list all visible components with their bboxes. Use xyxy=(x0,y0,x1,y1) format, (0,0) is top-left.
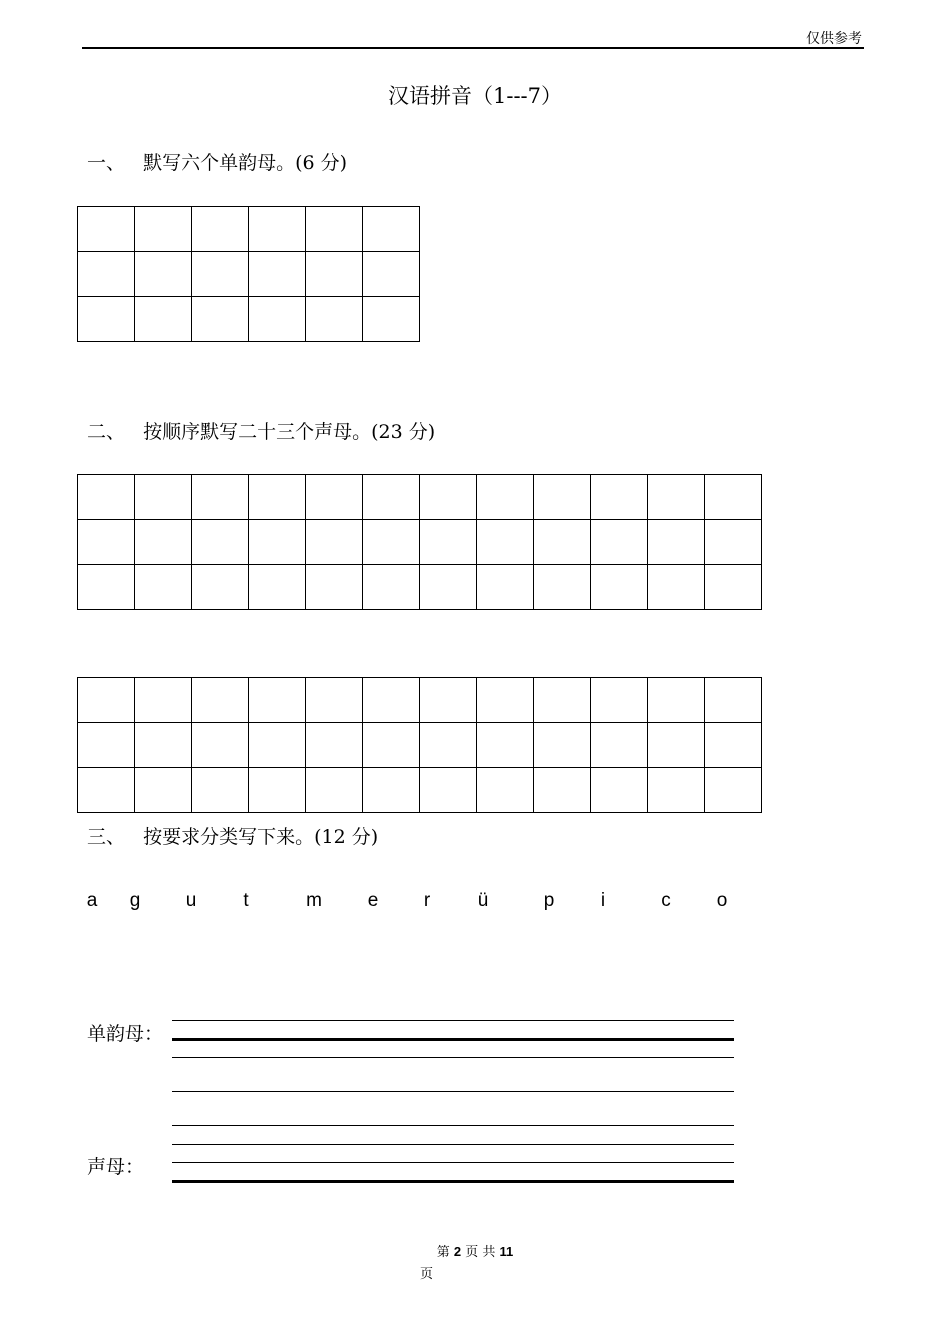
initials-grid-1-row xyxy=(78,565,762,610)
vowel-grid-cell xyxy=(249,207,306,252)
initials-grid-2-cell xyxy=(705,678,762,723)
initials-grid-2-cell xyxy=(705,723,762,768)
initials-writing-grid-2 xyxy=(77,677,762,813)
letter-e: e xyxy=(367,890,379,911)
initials-grid-1-cell xyxy=(591,565,648,610)
initials-grid-1-cell xyxy=(135,475,192,520)
initials-grid-1-cell xyxy=(705,475,762,520)
initials-grid-2-cell xyxy=(591,723,648,768)
initials-answer-line-1 xyxy=(172,1144,734,1145)
initials-grid-1-cell xyxy=(534,520,591,565)
vowels-answer-line-3 xyxy=(172,1057,734,1058)
initials-grid-1-cell xyxy=(135,565,192,610)
initials-grid-2-cell xyxy=(591,678,648,723)
vowel-grid-row xyxy=(78,252,420,297)
footer-page-word: 第 xyxy=(436,1245,450,1260)
letter-u-umlaut: ü xyxy=(477,890,489,911)
initials-grid-2-cell xyxy=(477,678,534,723)
initials-grid-1-cell xyxy=(192,475,249,520)
vowel-grid-cell xyxy=(363,207,420,252)
initials-grid-2-cell xyxy=(648,723,705,768)
vowel-grid-cell xyxy=(135,297,192,342)
initials-grid-1-cell xyxy=(306,565,363,610)
initials-grid-2-cell xyxy=(135,723,192,768)
initials-grid-2-cell xyxy=(648,768,705,813)
letter-o: o xyxy=(716,890,728,911)
initials-grid-2-cell xyxy=(420,723,477,768)
footer-end-word: 页 xyxy=(420,1267,434,1282)
page-title: 汉语拼音（1---7） xyxy=(387,84,562,108)
initials-grid-2-cell xyxy=(192,768,249,813)
initials-grid-2-cell xyxy=(306,678,363,723)
initials-grid-1-cell xyxy=(363,475,420,520)
letter-t: t xyxy=(243,890,249,911)
initials-grid-2-cell xyxy=(306,768,363,813)
vowel-grid-cell xyxy=(249,252,306,297)
section-2-number: 二、 xyxy=(87,421,126,443)
initials-grid-1-cell xyxy=(477,475,534,520)
initials-writing-grid-1 xyxy=(77,474,762,610)
section-3-heading xyxy=(87,822,378,849)
initials-grid-1-cell xyxy=(192,565,249,610)
vowel-grid-cell xyxy=(78,297,135,342)
initials-grid-2-cell xyxy=(363,678,420,723)
initials-grid-2-cell xyxy=(363,768,420,813)
initials-grid-1-row xyxy=(78,520,762,565)
initials-grid-2-cell xyxy=(135,678,192,723)
initials-grid-2-cell xyxy=(363,723,420,768)
initials-grid-1-cell xyxy=(363,565,420,610)
initials-grid-1-cell xyxy=(705,520,762,565)
initials-grid-2-cell xyxy=(477,723,534,768)
initials-grid-2-cell xyxy=(591,768,648,813)
letter-p: p xyxy=(543,890,555,911)
initials-grid-2-cell xyxy=(534,723,591,768)
vowel-grid-cell xyxy=(192,207,249,252)
section-1-text: 默写六个单韵母。(6 分) xyxy=(143,152,348,174)
initials-grid-1-cell xyxy=(420,475,477,520)
vowel-grid-cell xyxy=(192,297,249,342)
initials-grid-2-cell xyxy=(648,678,705,723)
initials-grid-1-cell xyxy=(534,475,591,520)
page-footer xyxy=(0,1241,950,1260)
footer-page-number: 2 xyxy=(453,1244,462,1259)
initials-answer-label: 声母： xyxy=(87,1156,145,1178)
section-2-text: 按顺序默写二十三个声母。(23 分) xyxy=(143,421,436,443)
footer-total-pages: 11 xyxy=(499,1244,514,1259)
letter-a: a xyxy=(86,890,98,911)
initials-grid-1-cell xyxy=(192,520,249,565)
initials-grid-2-cell xyxy=(249,768,306,813)
vowel-grid-row xyxy=(78,297,420,342)
initials-grid-2-cell xyxy=(477,768,534,813)
initials-grid-2-cell xyxy=(135,768,192,813)
initials-grid-2-row xyxy=(78,723,762,768)
initials-grid-2-cell xyxy=(534,768,591,813)
initials-grid-1-cell xyxy=(249,565,306,610)
initials-grid-2-row xyxy=(78,768,762,813)
initials-grid-1-cell xyxy=(420,565,477,610)
vowel-grid-cell xyxy=(306,207,363,252)
vowel-grid-cell xyxy=(135,252,192,297)
initials-grid-1-cell xyxy=(534,565,591,610)
letter-c: c xyxy=(661,890,671,911)
section-2-heading xyxy=(87,417,435,444)
initials-grid-1-cell xyxy=(249,520,306,565)
vowel-grid-cell xyxy=(78,207,135,252)
initials-grid-2-cell xyxy=(78,768,135,813)
initials-grid-1-cell xyxy=(705,565,762,610)
initials-grid-1-cell xyxy=(249,475,306,520)
initials-grid-1-cell xyxy=(363,520,420,565)
initials-grid-1-cell xyxy=(477,520,534,565)
initials-grid-1-cell xyxy=(648,475,705,520)
vowels-answer-line-1 xyxy=(172,1020,734,1021)
initials-grid-2-cell xyxy=(705,768,762,813)
initials-grid-2-cell xyxy=(249,723,306,768)
initials-grid-2-cell xyxy=(78,678,135,723)
initials-grid-1-cell xyxy=(420,520,477,565)
initials-grid-1-cell xyxy=(135,520,192,565)
initials-grid-2-cell xyxy=(420,678,477,723)
vowel-writing-grid xyxy=(77,206,420,342)
initials-grid-1-cell xyxy=(306,475,363,520)
initials-grid-2-row xyxy=(78,678,762,723)
vowels-answer-line-2 xyxy=(172,1038,734,1041)
vowel-grid-cell xyxy=(135,207,192,252)
initials-grid-1-cell xyxy=(78,565,135,610)
letter-m: m xyxy=(306,890,322,911)
initials-grid-2-cell xyxy=(249,678,306,723)
initials-grid-2-cell xyxy=(192,678,249,723)
initials-grid-1-cell xyxy=(477,565,534,610)
initials-grid-1-cell xyxy=(306,520,363,565)
initials-grid-1-cell xyxy=(591,520,648,565)
initials-answer-line-2 xyxy=(172,1162,734,1163)
vowel-grid-cell xyxy=(363,252,420,297)
initials-grid-2-cell xyxy=(420,768,477,813)
initials-grid-1-cell xyxy=(591,475,648,520)
initials-grid-2-cell xyxy=(306,723,363,768)
header-note: 仅供参考 xyxy=(806,31,862,47)
section-1-number: 一、 xyxy=(87,152,126,174)
initials-answer-line-3 xyxy=(172,1180,734,1183)
initials-grid-1-cell xyxy=(78,475,135,520)
initials-grid-2-cell xyxy=(534,678,591,723)
header-rule xyxy=(82,47,864,49)
section-1-heading xyxy=(87,148,347,175)
vowel-grid-cell xyxy=(306,297,363,342)
answer-line-4 xyxy=(172,1091,734,1092)
vowel-grid-cell xyxy=(78,252,135,297)
letter-u: u xyxy=(185,890,197,911)
vowels-answer-label: 单韵母： xyxy=(87,1023,164,1045)
vowel-grid-cell xyxy=(249,297,306,342)
vowel-grid-row xyxy=(78,207,420,252)
letter-i: i xyxy=(600,890,606,911)
initials-grid-1-cell xyxy=(648,520,705,565)
vowel-grid-cell xyxy=(192,252,249,297)
footer-mid-word: 页 共 xyxy=(465,1245,496,1260)
initials-grid-2-cell xyxy=(192,723,249,768)
initials-grid-1-row xyxy=(78,475,762,520)
vowel-grid-cell xyxy=(306,252,363,297)
vowel-grid-cell xyxy=(363,297,420,342)
section-3-number: 三、 xyxy=(87,826,126,848)
letter-r: r xyxy=(423,890,431,911)
initials-grid-1-cell xyxy=(648,565,705,610)
initials-grid-1-cell xyxy=(78,520,135,565)
initials-grid-2-cell xyxy=(78,723,135,768)
answer-line-5 xyxy=(172,1125,734,1126)
section-3-text: 按要求分类写下来。(12 分) xyxy=(143,826,379,848)
letter-g: g xyxy=(129,890,141,911)
